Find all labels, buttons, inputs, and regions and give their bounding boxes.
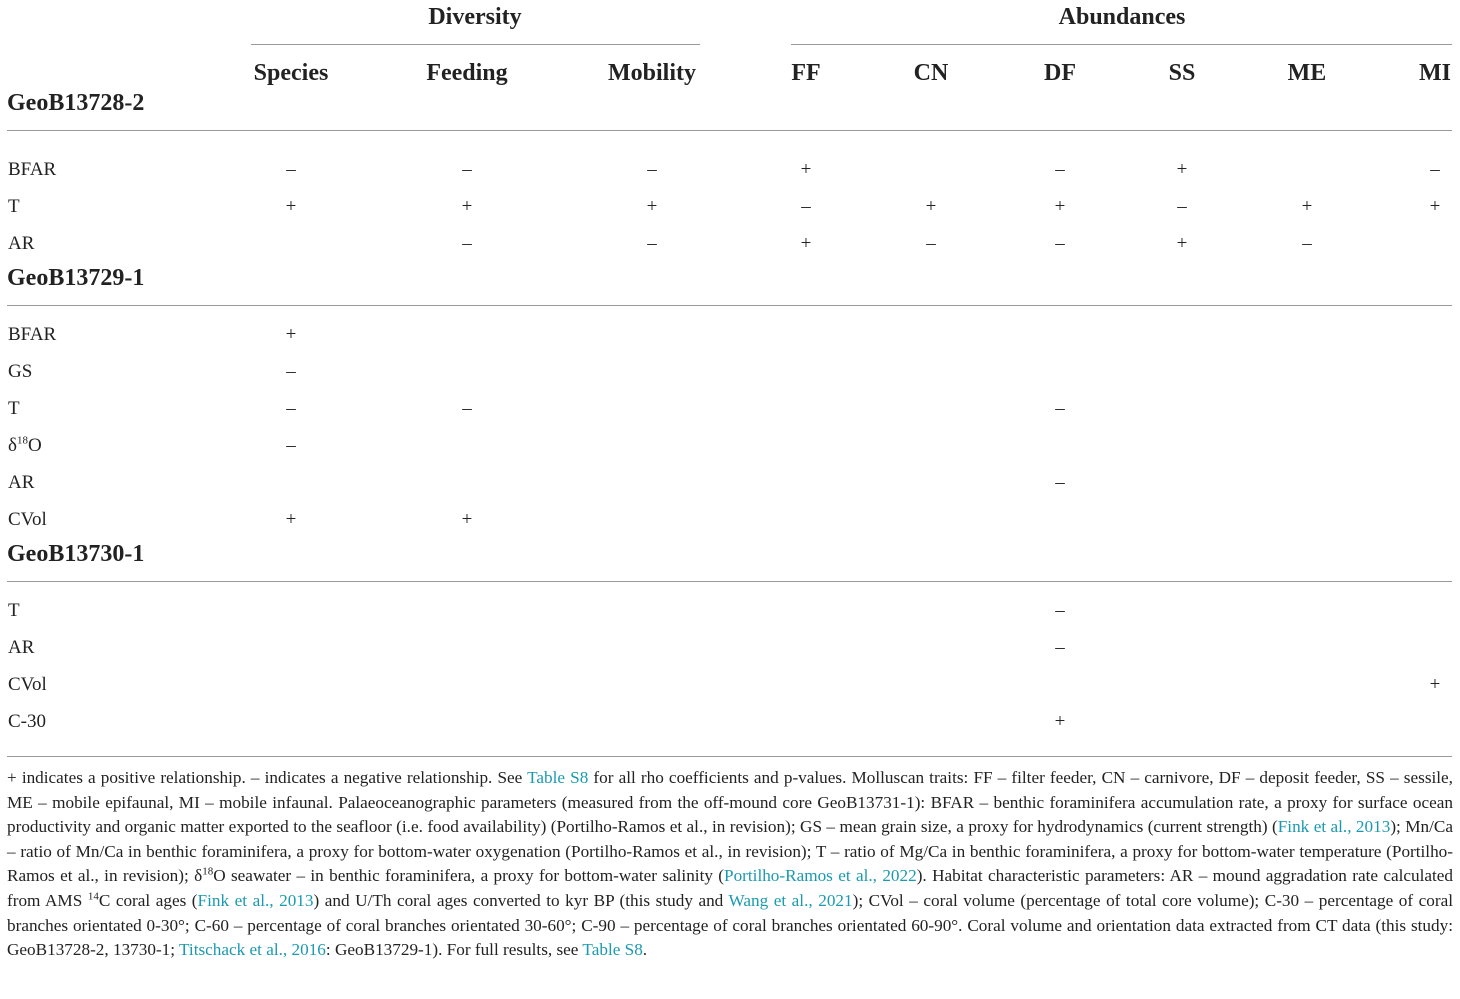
footnote-text: ). Habitat characteristic parameters: AR – mound aggradation rate calculated from AMS [7,866,1454,910]
table-cell: – [462,233,472,254]
row-label-prefix: δ [8,435,17,456]
column-header-feeding: Feeding [426,60,508,86]
section-rule [7,130,1452,131]
table-s8-link[interactable]: Table S8 [527,768,589,787]
table-s8-link[interactable]: Table S8 [582,940,643,960]
table-cell: – [1055,472,1065,493]
table-cell: – [462,398,472,419]
table-cell: + [285,509,297,530]
table-cell: + [925,196,937,217]
table-cell: – [286,361,296,382]
abundances-group-header: Abundances [1058,4,1186,30]
table-cell: + [1429,196,1441,217]
section-title: GeoB13728-2 [7,90,145,116]
row-label: CVol [8,509,47,530]
footnote-text: ) and U/Th coral ages converted to kyr BP (this study and [313,890,729,910]
footnote-text: . [642,940,648,960]
table-cell: – [1055,233,1065,254]
section-rule [7,305,1452,306]
footnote-text: ); CVol – coral volume (percentage of total core volume); C-30 – percentage of coral branches orientated 0-30°; C-60 – percentage of coral branches orientated 30-60°; C-90 – percentage of coral branches orientated 60-90°. Coral volume and orientation data extracted from CT data (this study: GeoB13728-2, 13730-1; [7,890,1453,960]
column-header-me: ME [1287,60,1327,86]
row-label [8,435,42,457]
table-cell: – [1055,637,1065,658]
column-header-df: DF [1044,60,1076,86]
diversity-header-rule [251,44,700,45]
row-label: CVol [8,674,47,695]
row-label: BFAR [8,324,57,345]
footnote-superscript: 14 [87,890,99,903]
section-title: GeoB13729-1 [7,265,145,291]
footnote-text: O seawater – in benthic foraminifera, a proxy for bottom-water salinity ( [213,866,725,886]
footnote-text: C coral ages ( [98,890,198,910]
footnote-superscript: 18 [202,865,214,878]
row-label: T [8,196,20,217]
table-cell: + [1176,233,1188,254]
table-bottom-rule [7,756,1452,757]
row-label: AR [8,472,35,493]
row-label: T [8,600,20,621]
titschack-2016-link[interactable]: Titschack et al., 2016 [179,940,326,960]
row-label: T [8,398,20,419]
table-cell: – [926,233,936,254]
fink-2013-link[interactable]: Fink et al., 2013 [197,890,314,910]
footnote-text: for all rho coefficients and p-values. Molluscan traits: FF – filter feeder, CN – carnivore, DF – deposit feeder, SS – sessile, ME – mobile epifaunal, MI – mobile infaunal. Palaeoceanographic parameters (measured from the off-mound core GeoB13731-1): BFAR – benthic foraminifera accumulation rate, a proxy for surface ocean productivity and organic matter exported to the seafloor (i.e. food availability) (Portilho-Ramos et al., in revision); GS – mean grain size, a proxy for hydrodynamics (current strength) ( [7,768,1453,837]
column-header-mobility: Mobility [608,60,696,86]
table-cell: – [286,159,296,180]
row-label: AR [8,233,35,254]
footnote-text: + indicates a positive relationship. – indicates a negative relationship. See [7,768,528,787]
row-label: AR [8,637,35,658]
column-header-mi: MI [1419,60,1451,86]
table-cell: + [800,159,812,180]
section-title: GeoB13730-1 [7,541,145,567]
table-cell: + [1054,711,1066,732]
footnote-text: ); Mn/Ca – ratio of Mn/Ca in benthic foraminifera, a proxy for bottom-water oxygenation (Portilho-Ramos et al., in revision); T – ratio of Mg/Ca in benthic foraminifera, a proxy for bottom-water temperature (Portilho-Ramos et al., in revision); δ [7,817,1453,886]
table-cell: + [461,196,473,217]
table-cell: – [1177,196,1187,217]
section-rule [7,581,1452,582]
column-header-cn: CN [913,60,949,86]
table-cell: + [285,196,297,217]
table-cell: + [1176,159,1188,180]
table-cell: – [462,159,472,180]
table-cell: – [801,196,811,217]
table-cell: + [285,324,297,345]
table-cell: – [647,233,657,254]
portilho-ramos-2022-link[interactable]: Portilho-Ramos et al., 2022 [724,866,917,886]
table-cell: + [800,233,812,254]
fink-2013-link[interactable]: Fink et al., 2013 [1277,817,1391,837]
table-cell: – [1055,159,1065,180]
row-label: C-30 [8,711,46,732]
table-cell: – [286,435,296,456]
abundances-header-rule [791,44,1452,45]
table-cell: – [1302,233,1312,254]
diversity-group-header: Diversity [428,4,522,30]
table-footnote [7,766,1453,963]
table-cell: – [647,159,657,180]
table-cell: + [1429,674,1441,695]
table-cell: – [1055,600,1065,621]
footnote-text: : GeoB13729-1). For full results, see [325,940,583,960]
table-cell: – [1055,398,1065,419]
table-cell: + [461,509,473,530]
table-cell: + [646,196,658,217]
row-label: GS [8,361,33,382]
table-cell: + [1301,196,1313,217]
column-header-ff: FF [791,60,821,86]
row-label: BFAR [8,159,57,180]
table-cell: – [1430,159,1440,180]
table-cell: + [1054,196,1066,217]
table-cell: – [286,398,296,419]
wang-2021-link[interactable]: Wang et al., 2021 [728,890,853,910]
column-header-species: Species [253,60,329,86]
column-header-ss: SS [1168,60,1196,86]
row-label-superscript: 18 [16,434,28,447]
row-label-suffix: O [27,435,42,456]
